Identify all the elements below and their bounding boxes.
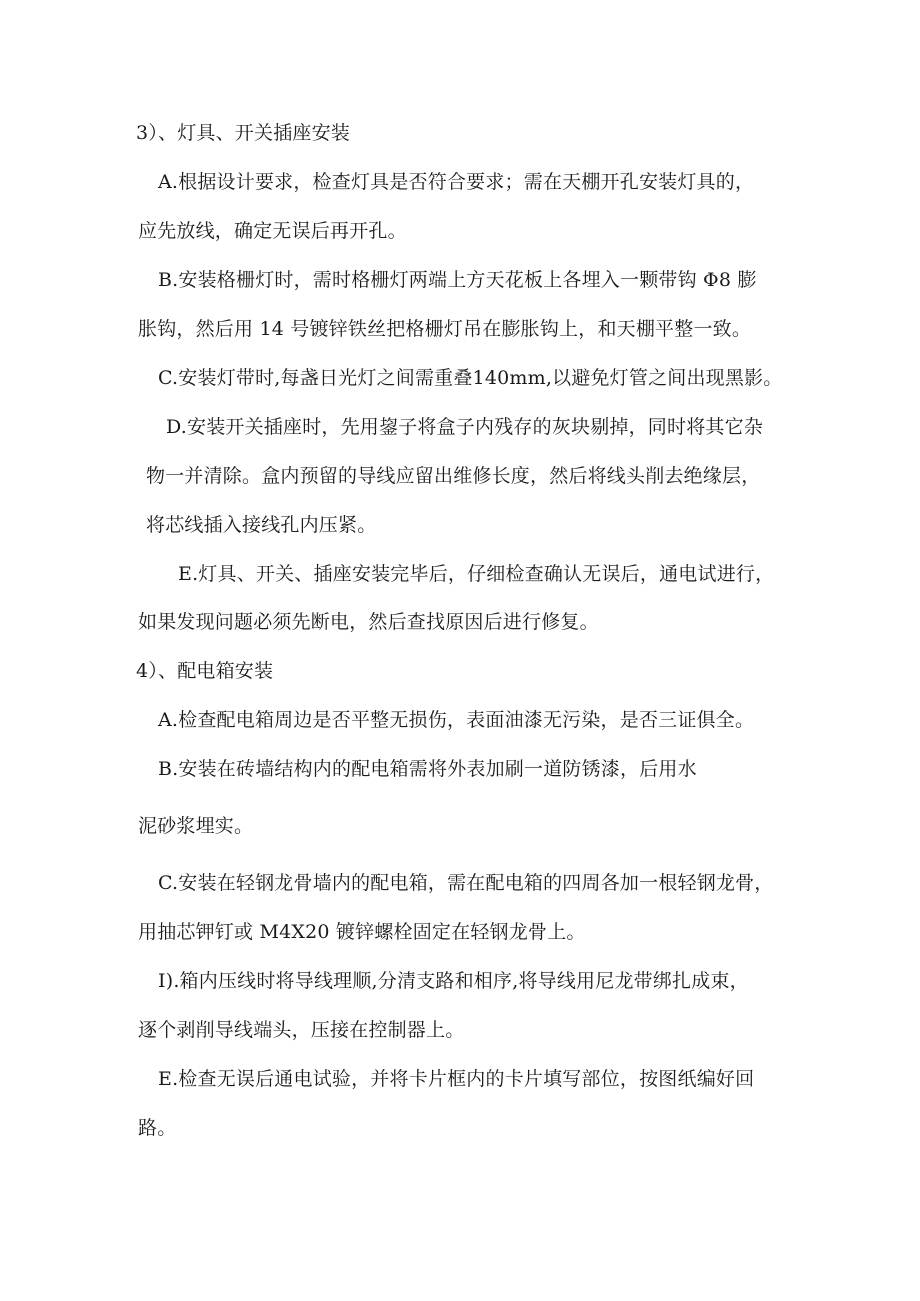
paragraph-4e-line-2: 路。 — [138, 1117, 177, 1139]
paragraph-4d-line-1: I).箱内压线时将导线理顺,分清支路和相序,将导线用尼龙带绑扎成束， — [158, 970, 749, 992]
paragraph-4d-line-2: 逐个剥削导线端头，压接在控制器上。 — [138, 1019, 465, 1041]
paragraph-3d-line-3: 将芯线插入接线孔内压紧。 — [146, 514, 377, 536]
paragraph-4e-line-1: E.检查无误后通电试验，并将卡片框内的卡片填写部位，按图纸编好回 — [158, 1068, 755, 1090]
paragraph-3e-line-1: E.灯具、开关、插座安装完毕后，仔细检查确认无误后，通电试进行， — [178, 563, 775, 585]
paragraph-3b-line-2: 胀钩，然后用 14 号镀锌铁丝把格栅灯吊在膨胀钩上，和天棚平整一致。 — [138, 318, 752, 340]
paragraph-4b-line-2: 泥砂浆埋实。 — [138, 815, 254, 837]
section-4-heading: 4）、配电箱安装 — [136, 660, 274, 682]
paragraph-4a-line-1: A.检查配电箱周边是否平整无损伤，表面油漆无污染，是否三证俱全。 — [158, 709, 755, 731]
paragraph-3a-line-2: 应先放线，确定无误后再开孔。 — [138, 220, 407, 242]
paragraph-4c-line-2: 用抽芯钾钉或 M4X20 镀锌螺栓固定在轻钢龙骨上。 — [138, 921, 586, 943]
paragraph-3c-line-1: C.安装灯带时,每盏日光灯之间需重叠140mm,以避免灯管之间出现黑影。 — [158, 367, 783, 389]
paragraph-3d-line-1: D.安装开关插座时，先用鋆子将盒子内残存的灰块剔掉，同时将其它杂 — [166, 416, 763, 438]
paragraph-4c-line-1: C.安装在轻钢龙骨墙内的配电箱，需在配电箱的四周各加一根轻钢龙骨， — [158, 872, 774, 894]
paragraph-3d-line-2: 物一并清除。盒内预留的导线应留出维修长度，然后将线头削去绝缘层， — [146, 465, 761, 487]
paragraph-3b-line-1: B.安装格栅灯时，需时格栅灯两端上方天花板上各埋入一颗带钩 Φ8 膨 — [158, 269, 757, 291]
paragraph-4b-line-1: B.安装在砖墙结构内的配电箱需将外表加刷一道防锈漆，后用水 — [158, 758, 697, 780]
paragraph-3e-line-2: 如果发现问题必须先断电，然后查找原因后进行修复。 — [138, 611, 599, 633]
section-3-heading: 3）、灯具、开关插座安装 — [136, 122, 350, 144]
paragraph-3a-line-1: A.根据设计要求，检查灯具是否符合要求；需在天棚开孔安装灯具的， — [158, 171, 755, 193]
